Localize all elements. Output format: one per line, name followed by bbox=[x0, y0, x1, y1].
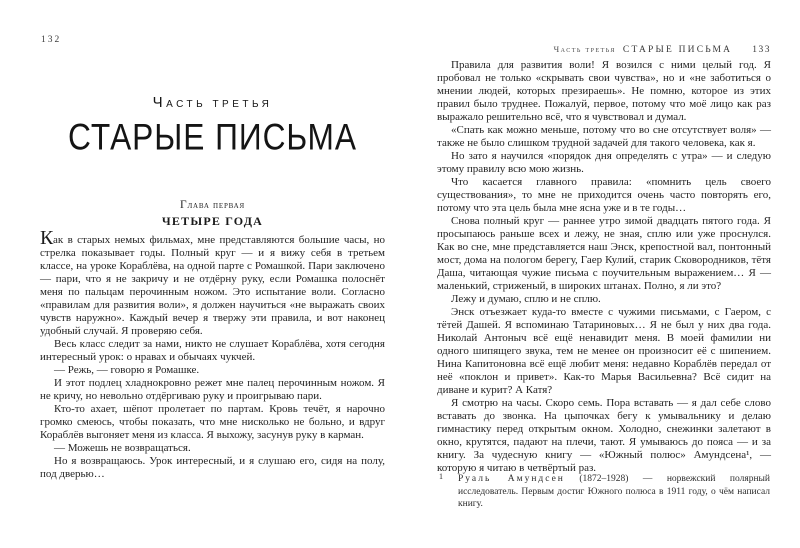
chapter-label-rest: лава первая bbox=[187, 200, 245, 211]
paragraph: Снова полный круг — раннее утро зимой двадцать пятого года. Я просыпаюсь раньше всех и лежу, не зная, сплю или уже проснулся. Как во сне, мне представляется наш Энск, крепостной вал, понтонный мост, дома на пологом берегу, Гаер Кулий, старик Сковородников, тётя Даша, читающая чужие письма с поучительным выражением… Я — маленький, стриженый, в широких штанах. Полно, я ли это? bbox=[437, 215, 771, 292]
paragraph: Лежу и думаю, сплю и не сплю. bbox=[451, 293, 601, 305]
paragraph: Энск отъезжает куда-то вместе с чужими письмами, с Гаером, с тётей Дашей. Я вспоминаю Татариновых… Я не был у них два года. Николай Антоныч всё ещё ненавидит меня. В моей фамилии ни одного шипящего звука, тем не менее он произносит её с шипением. Нина Капитоновна всё ещё любит меня: недавно Кораблёв передал от неё «поклон и привет». Как-то Марья Васильевна? Всё сидит на диване и курит? А Катя? bbox=[437, 306, 771, 396]
paragraph: «Спать как можно меньше, потому что во сне отсутствует воля» — также не было слишком трудной задачей для такого человека, как я. bbox=[437, 124, 771, 149]
raised-initial: К bbox=[40, 227, 54, 249]
paragraph: — Режь, — говорю я Ромашке. bbox=[54, 364, 200, 376]
page-right bbox=[437, 0, 771, 548]
page-left bbox=[40, 0, 385, 548]
part-label-rest: АСТЬ ТРЕТЬЯ bbox=[166, 99, 273, 110]
running-head bbox=[437, 39, 771, 57]
chapter-title: ЧЕТЫРЕ ГОДА bbox=[161, 214, 264, 228]
body-text-right bbox=[437, 59, 771, 475]
page-number-left: 132 bbox=[41, 35, 62, 45]
footnote-marker: 1 bbox=[439, 472, 443, 481]
paragraph: Я смотрю на часы. Скоро семь. Пора вставать — я дал себе слово вставать до звонка. На цыпочках бегу к умывальнику и делаю гимнастику перед открытым окном. Холодно, снежинки залетают в окно, крутятся, падают на плечи, тают. Я умываюсь до пояса — и за книгу. За чудесную книгу — «Южный полюс» Амундсена¹, — которую я читаю в четвёртый раз. bbox=[437, 397, 771, 474]
paragraph: Правила для развития воли! Я возился с ними целый год. Я пробовал не только «скрывать свои чувства», но и «не заботиться о мнении людей, которых презираешь». Не помню, которое из этих правил было труднее. Пожалуй, первое, потому что моё лицо как раз выражало решительно всё, что я чувствовал и думал. bbox=[437, 59, 771, 123]
running-head-title: СТАРЫЕ ПИСЬМА bbox=[622, 45, 733, 55]
chapter-label-initial: Г bbox=[179, 199, 188, 211]
part-label-initial: Ч bbox=[152, 94, 167, 111]
part-label bbox=[40, 94, 385, 111]
chapter-label bbox=[40, 199, 385, 211]
footnote-author-name: Руаль Амундсен bbox=[458, 474, 565, 484]
footnote-text: (1872–1928) — норвежский полярный исследователь. Первым достиг Южного полюса в 1911 году, о чём написал книгу. bbox=[458, 474, 771, 509]
part-heading bbox=[40, 94, 385, 156]
paragraph: И этот подлец хладнокровно режет мне палец перочинным ножом. Я не кричу, но невольно отдёргиваю руку и проигрываю пари. bbox=[40, 377, 385, 402]
part-title: СТАРЫЕ ПИСЬМА bbox=[68, 115, 357, 158]
paragraph: Но я возвращаюсь. Урок интересный, и я слушаю его, сидя на полу, под дверью… bbox=[40, 455, 385, 480]
paragraph-lead-text: ак в старых немых фильмах, мне представляются большие часы, но стрелка показывает годы. Полный круг — и я вижу себя в третьем классе, на уроке Кораблёва, на одной парте с Ромашкой. Пари заключено — пари, что я не закричу и не отдёрну руку, если Ромашка полоснёт меня по пальцам перочинным ножом. Это испытание воли. Согласно «правилам для развития воли», я должен научиться «не выражать своих чувств наружно». Каждый вечер я твержу эти правила, и вот наконец удобный случай. Я проверяю себя. bbox=[40, 234, 385, 337]
paragraph-lead bbox=[40, 227, 385, 338]
footnote bbox=[437, 473, 770, 511]
body-text-left bbox=[40, 227, 385, 481]
paragraph: Что касается главного правила: «помнить цель своего существования», то мне не приходится очень часто повторять его, потому что эта цель была мне ясна уже и в те годы… bbox=[437, 176, 771, 214]
chapter-heading bbox=[40, 199, 385, 229]
paragraph: Но зато я научился «порядок дня определять с утра» — и следую этому правилу всю мою жизнь. bbox=[437, 150, 771, 175]
running-head-part: Часть третья bbox=[553, 44, 616, 54]
paragraph: Кто-то ахает, шёпот пролетает по партам. Кровь течёт, я нарочно громко смеюсь, чтобы показать, что мне нисколько не больно, и вдруг Кораблёв выгоняет меня из класса. Я выхожу, засунув руку в карман. bbox=[40, 403, 385, 441]
page-number-right: 133 bbox=[752, 45, 771, 55]
paragraph: — Можешь не возвращаться. bbox=[54, 442, 191, 454]
paragraph: Весь класс следит за нами, никто не слушает Кораблёва, хотя сегодня интересный урок: о нравах и обычаях чукчей. bbox=[40, 338, 385, 363]
